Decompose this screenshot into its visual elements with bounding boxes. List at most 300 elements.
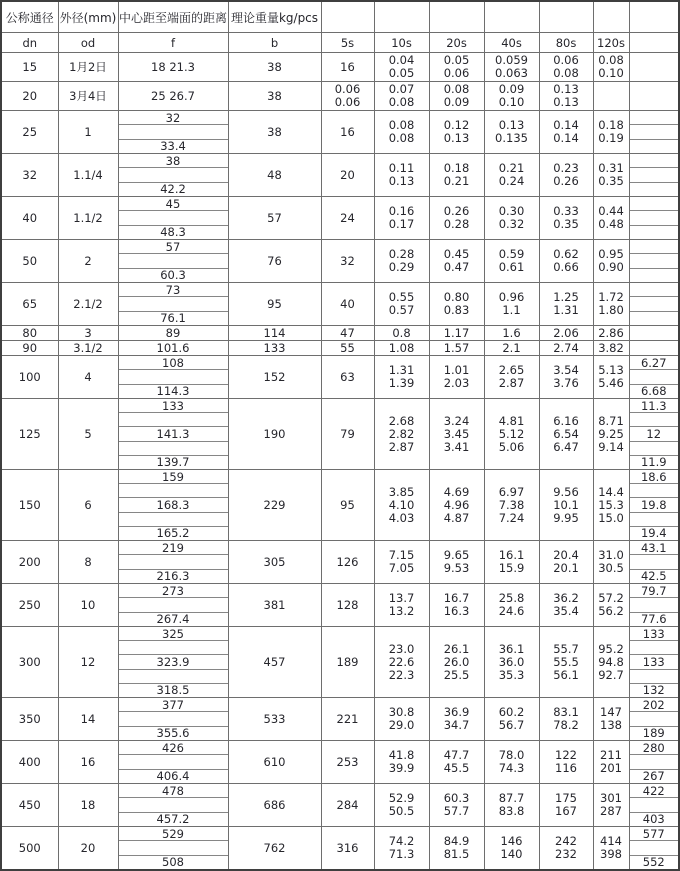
header-cell-f: f (118, 33, 228, 53)
value-line: 78.2 (553, 718, 579, 732)
cell-10s (374, 784, 429, 827)
f-sub-cell (119, 167, 228, 181)
f-sub-cell (119, 669, 228, 683)
cell-dn: 15 (1, 53, 58, 82)
extra-sub-cell (630, 210, 679, 224)
f-sub-cell: 18 21.3 (151, 60, 195, 74)
header-cell-dn: 公称通径 (1, 1, 58, 33)
value-line: 398 (600, 847, 622, 861)
10s-value-lines (375, 399, 429, 469)
value-line: 0.23 (553, 161, 579, 175)
10s-value-lines (375, 82, 429, 110)
value-line: 9.53 (443, 561, 470, 575)
10s-value-lines (375, 111, 429, 153)
value-line: 0.08 (443, 82, 470, 96)
cell-40s (484, 541, 539, 584)
cell-od: 18 (58, 784, 118, 827)
value-line: 87.7 (498, 791, 525, 805)
extra-sub-cell (630, 754, 679, 768)
header-cell-b: 理论重量kg/pcs (228, 1, 321, 33)
value-line: 57.2 (598, 591, 624, 605)
value-line: 20 (340, 167, 355, 182)
cell-40s (484, 470, 539, 541)
value-line: 16 (340, 124, 355, 139)
header-cell-40s (484, 1, 539, 33)
120s-value-lines (594, 154, 629, 196)
table-row-dn-20 (1, 82, 679, 111)
f-sub-cell: 318.5 (119, 683, 228, 697)
40s-value-lines (485, 541, 539, 583)
cell-120s (593, 356, 629, 399)
value-line: 83.1 (553, 705, 579, 719)
cell-f (118, 240, 228, 283)
value-line: 0.16 (388, 204, 415, 218)
cell-od: 14 (58, 698, 118, 741)
f-sub-cell: 478 (162, 783, 184, 798)
value-line: 83.8 (498, 804, 525, 818)
value-line: 0.31 (598, 161, 624, 175)
cell-extra (629, 470, 679, 541)
cell-10s (374, 111, 429, 154)
value-line: 0.13 (553, 82, 579, 96)
cell-b: 38 (228, 111, 321, 154)
extra-sub-cell: 403 (630, 812, 679, 826)
f-sub-cell: 457.2 (119, 812, 228, 826)
5s-value-lines (322, 82, 374, 110)
value-line: 25.5 (443, 667, 470, 682)
f-sub-cell: 406.4 (119, 769, 228, 783)
value-line: 0.28 (443, 217, 470, 231)
20s-value-lines (430, 356, 484, 398)
f-sub-cell: 323.9 (119, 654, 228, 668)
cell-10s (374, 240, 429, 283)
value-line: 0.32 (498, 217, 525, 231)
cell-f (118, 326, 228, 341)
120s-value-lines (594, 584, 629, 626)
cell-5s (321, 827, 374, 871)
cell-120s (593, 197, 629, 240)
value-line: 0.135 (495, 131, 528, 145)
value-line: 60.2 (498, 705, 525, 719)
value-line: 31.0 (598, 548, 624, 562)
10s-value-lines (375, 240, 429, 282)
cell-80s (539, 541, 593, 584)
cell-10s (374, 827, 429, 871)
cell-extra (629, 584, 679, 627)
value-line: 3.45 (443, 426, 470, 441)
20s-value-lines (430, 197, 484, 239)
cell-40s (484, 784, 539, 827)
cell-dn: 500 (1, 827, 58, 871)
cell-f (118, 584, 228, 627)
value-line: 2.1 (502, 340, 521, 355)
f-sub-cell: 219 (162, 540, 184, 555)
extra-subcell-stack (630, 154, 679, 196)
value-line: 0.13 (443, 131, 470, 145)
value-line: 47.7 (443, 748, 470, 762)
cell-80s (539, 584, 593, 627)
cell-5s (321, 784, 374, 827)
value-line: 34.7 (443, 718, 470, 732)
f-sub-cell: 508 (119, 855, 228, 869)
value-line: 9.65 (443, 548, 470, 562)
120s-value-lines (594, 541, 629, 583)
value-line: 0.05 (443, 53, 470, 67)
f-sub-cell: 165.2 (119, 526, 228, 540)
cell-f (118, 53, 228, 82)
120s-value-lines (594, 240, 629, 282)
cell-b: 57 (228, 197, 321, 240)
120s-value-lines (594, 784, 629, 826)
value-line: 36.9 (443, 705, 470, 719)
value-line: 57.7 (443, 804, 470, 818)
40s-value-lines (485, 627, 539, 697)
120s-value-lines (594, 53, 629, 81)
cell-f (118, 283, 228, 326)
f-sub-cell: 25 26.7 (151, 89, 195, 103)
value-line: 4.87 (443, 510, 470, 525)
cell-extra (629, 154, 679, 197)
value-line: 4.03 (388, 510, 415, 525)
cell-80s (539, 784, 593, 827)
cell-120s (593, 240, 629, 283)
f-sub-cell (119, 412, 228, 426)
cell-20s (429, 698, 484, 741)
f-sub-cell (119, 210, 228, 224)
header-cell-10s (374, 1, 429, 33)
header-cell-5s: 5s (321, 33, 374, 53)
extra-subcell-stack (630, 341, 679, 355)
cell-dn: 100 (1, 356, 58, 399)
10s-value-lines (375, 827, 429, 869)
table-row-dn-80 (1, 326, 679, 341)
cell-20s (429, 356, 484, 399)
cell-40s (484, 240, 539, 283)
f-sub-cell: 141.3 (119, 426, 228, 440)
20s-value-lines (430, 784, 484, 826)
value-line: 13.2 (388, 604, 415, 618)
cell-80s (539, 741, 593, 784)
cell-extra (629, 356, 679, 399)
10s-value-lines (375, 470, 429, 540)
cell-120s (593, 541, 629, 584)
cell-20s (429, 341, 484, 356)
value-line: 0.30 (498, 204, 525, 218)
cell-5s (321, 584, 374, 627)
5s-value-lines (322, 741, 374, 783)
f-subcell-stack (119, 341, 228, 355)
extra-sub-cell: 18.6 (640, 469, 667, 484)
f-sub-cell (119, 554, 228, 568)
value-line: 0.12 (443, 118, 470, 132)
cell-120s (593, 627, 629, 698)
cell-10s (374, 283, 429, 326)
cell-dn: 65 (1, 283, 58, 326)
f-sub-cell: 159 (162, 469, 184, 484)
cell-od: 20 (58, 827, 118, 871)
40s-value-lines (485, 741, 539, 783)
20s-value-lines (430, 698, 484, 740)
f-sub-cell: 426 (162, 740, 184, 755)
10s-value-lines (375, 356, 429, 398)
table-row-dn-500 (1, 827, 679, 871)
value-line: 414 (600, 834, 622, 848)
cell-od: 1.1/2 (58, 197, 118, 240)
cell-od: 10 (58, 584, 118, 627)
value-line: 0.57 (388, 303, 415, 317)
cell-extra (629, 827, 679, 871)
cell-od: 1 (58, 111, 118, 154)
cell-20s (429, 784, 484, 827)
value-line: 0.35 (598, 174, 624, 188)
cell-120s (593, 470, 629, 541)
extra-sub-cell (630, 240, 679, 253)
cell-20s (429, 470, 484, 541)
extra-sub-cell: 552 (630, 855, 679, 869)
value-line: 5.06 (498, 439, 525, 454)
cell-5s (321, 111, 374, 154)
10s-value-lines (375, 283, 429, 325)
40s-value-lines (485, 53, 539, 81)
cell-40s (484, 53, 539, 82)
value-line: 0.13 (388, 174, 415, 188)
cell-120s (593, 399, 629, 470)
f-subcell-stack (119, 541, 228, 583)
cell-dn: 20 (1, 82, 58, 111)
cell-b: 457 (228, 627, 321, 698)
40s-value-lines (485, 240, 539, 282)
5s-value-lines (322, 53, 374, 81)
extra-sub-cell: 19.8 (630, 497, 679, 511)
cell-b: 38 (228, 82, 321, 111)
value-line: 55.7 (553, 641, 579, 656)
cell-40s (484, 326, 539, 341)
extra-subcell-stack (630, 584, 679, 626)
value-line: 52.9 (388, 791, 415, 805)
extra-sub-cell: 11.3 (640, 398, 667, 413)
cell-5s (321, 53, 374, 82)
value-line: 146 (500, 834, 523, 848)
cell-120s (593, 784, 629, 827)
extra-sub-cell: 12 (630, 426, 679, 440)
cell-80s (539, 197, 593, 240)
value-line: 3.76 (553, 376, 579, 390)
f-subcell-stack (119, 741, 228, 783)
cell-f (118, 399, 228, 470)
20s-value-lines (430, 326, 484, 340)
value-line: 41.8 (388, 748, 415, 762)
40s-value-lines (485, 827, 539, 869)
cell-dn: 450 (1, 784, 58, 827)
value-line: 0.13 (498, 118, 525, 132)
header-cell-120s (593, 1, 629, 33)
value-line: 22.3 (388, 667, 415, 682)
cell-80s (539, 111, 593, 154)
cell-b: 381 (228, 584, 321, 627)
40s-value-lines (485, 470, 539, 540)
cell-40s (484, 356, 539, 399)
cell-f (118, 741, 228, 784)
5s-value-lines (322, 784, 374, 826)
f-sub-cell (119, 296, 228, 310)
extra-sub-cell (630, 182, 679, 196)
extra-subcell-stack (630, 784, 679, 826)
f-sub-cell: 325 (162, 626, 184, 641)
cell-f (118, 356, 228, 399)
cell-20s (429, 627, 484, 698)
value-line: 1.08 (388, 340, 415, 355)
table-row-dn-300 (1, 627, 679, 698)
value-line: 0.06 (443, 66, 470, 80)
40s-value-lines (485, 197, 539, 239)
cell-5s (321, 541, 374, 584)
cell-20s (429, 240, 484, 283)
value-line: 60.3 (443, 791, 470, 805)
value-line: 7.05 (388, 561, 415, 575)
value-line: 1.31 (553, 303, 579, 317)
cell-b: 48 (228, 154, 321, 197)
extra-sub-cell (630, 154, 679, 167)
5s-value-lines (322, 197, 374, 239)
value-line: 0.83 (443, 303, 470, 317)
20s-value-lines (430, 584, 484, 626)
cell-80s (539, 82, 593, 111)
extra-subcell-stack (630, 326, 679, 340)
value-line: 2.06 (553, 325, 579, 340)
extra-sub-cell: 19.4 (630, 526, 679, 540)
table-row-dn-200 (1, 541, 679, 584)
value-line: 0.08 (388, 131, 415, 145)
120s-value-lines (594, 356, 629, 398)
f-sub-cell (119, 840, 228, 854)
value-line: 0.059 (495, 53, 528, 67)
cell-dn: 400 (1, 741, 58, 784)
cell-20s (429, 326, 484, 341)
cell-f (118, 111, 228, 154)
header-cell-f: 中心距至端面的距离 (118, 1, 228, 33)
f-sub-cell (119, 512, 228, 526)
value-line: 26.0 (443, 654, 470, 669)
value-line: 0.44 (598, 204, 624, 218)
f-subcell-stack (119, 326, 228, 340)
value-line: 0.47 (443, 260, 470, 274)
cell-b: 533 (228, 698, 321, 741)
value-line: 316 (336, 840, 359, 855)
value-line: 0.55 (388, 290, 415, 304)
40s-value-lines (485, 111, 539, 153)
10s-value-lines (375, 341, 429, 355)
cell-f (118, 197, 228, 240)
40s-value-lines (485, 154, 539, 196)
extra-sub-cell (630, 512, 679, 526)
f-sub-cell: 76.1 (119, 311, 228, 325)
cell-120s (593, 326, 629, 341)
80s-value-lines (540, 53, 593, 81)
value-line: 232 (555, 847, 577, 861)
header-row (1, 1, 679, 33)
cell-dn: 90 (1, 341, 58, 356)
value-line: 0.18 (443, 161, 470, 175)
cell-10s (374, 541, 429, 584)
80s-value-lines (540, 584, 593, 626)
10s-value-lines (375, 784, 429, 826)
f-sub-cell (119, 754, 228, 768)
value-line: 74.3 (498, 761, 525, 775)
extra-subcell-stack (630, 627, 679, 697)
value-line: 16.7 (443, 591, 470, 605)
extra-subcell-stack (630, 111, 679, 153)
f-sub-cell: 33.4 (119, 139, 228, 153)
80s-value-lines (540, 82, 593, 110)
cell-b: 38 (228, 53, 321, 82)
cell-10s (374, 741, 429, 784)
cell-120s (593, 53, 629, 82)
value-line: 56.1 (553, 667, 579, 682)
value-line: 95 (340, 497, 355, 512)
value-line: 0.05 (388, 66, 415, 80)
value-line: 0.10 (598, 66, 624, 80)
value-line: 0.90 (598, 260, 624, 274)
value-line: 0.11 (388, 161, 415, 175)
cell-dn: 150 (1, 470, 58, 541)
value-line: 7.38 (498, 497, 525, 512)
extra-sub-cell (630, 640, 679, 654)
120s-value-lines (594, 82, 629, 110)
5s-value-lines (322, 541, 374, 583)
cell-20s (429, 82, 484, 111)
cell-extra (629, 541, 679, 584)
cell-extra (629, 240, 679, 283)
value-line: 128 (336, 597, 359, 612)
value-line: 2.87 (498, 376, 525, 390)
value-line: 16.3 (443, 604, 470, 618)
value-line: 0.063 (495, 66, 528, 80)
value-line: 221 (336, 711, 359, 726)
120s-value-lines (594, 470, 629, 540)
header-cell-5s (321, 1, 374, 33)
value-line: 3.24 (443, 413, 470, 428)
cell-f (118, 470, 228, 541)
5s-value-lines (322, 698, 374, 740)
f-sub-cell: 42.2 (119, 182, 228, 196)
value-line: 0.28 (388, 247, 415, 261)
extra-subcell-stack (630, 82, 679, 110)
f-subcell-stack (119, 82, 228, 110)
value-line: 2.65 (498, 363, 525, 377)
extra-sub-cell (630, 441, 679, 455)
extra-sub-cell (630, 412, 679, 426)
value-line: 7.15 (388, 548, 415, 562)
80s-value-lines (540, 283, 593, 325)
120s-value-lines (594, 283, 629, 325)
cell-5s (321, 154, 374, 197)
f-sub-cell: 73 (165, 282, 181, 297)
value-line: 47 (340, 325, 355, 340)
extra-sub-cell: 6.68 (630, 384, 679, 398)
f-sub-cell: 529 (162, 826, 184, 841)
value-line: 50.5 (388, 804, 415, 818)
value-line: 15.3 (598, 497, 624, 512)
value-line: 0.8 (392, 325, 411, 340)
cell-od: 2.1/2 (58, 283, 118, 326)
cell-od: 1.1/4 (58, 154, 118, 197)
extra-sub-cell (630, 326, 679, 340)
value-line: 122 (555, 748, 577, 762)
20s-value-lines (430, 827, 484, 869)
value-line: 20.4 (553, 548, 579, 562)
cell-extra (629, 399, 679, 470)
20s-value-lines (430, 541, 484, 583)
